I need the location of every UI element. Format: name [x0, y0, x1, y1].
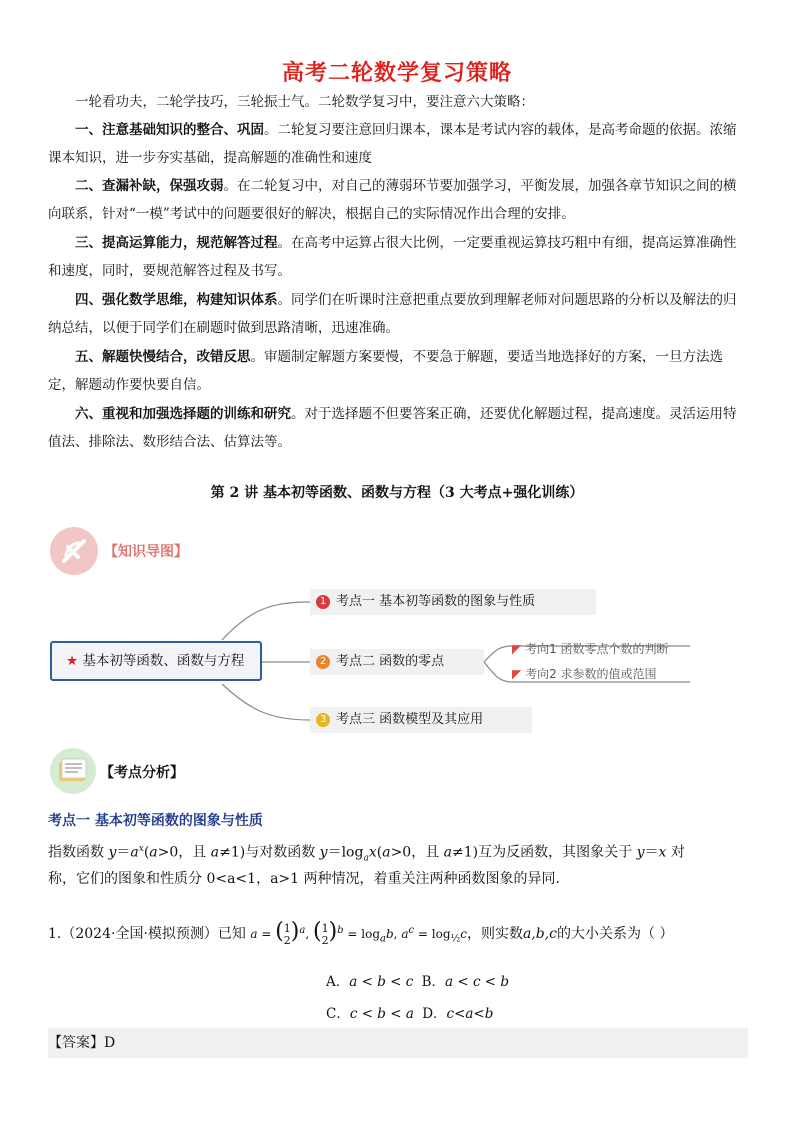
mindmap-label: 【知识导图】	[104, 544, 188, 560]
strategy-2: 二、查漏补缺，保强攻弱。在二轮复习中，对自己的薄弱环节要加强学习，平衡发展，加强各章节知识之间的横向联系，针对“一模”考试中的问题要很好的解决，根据自己的实际情况作出合理的安排。	[48, 178, 737, 222]
strategy-4: 四、强化数学思维，构建知识体系。同学们在听课时注意把重点要放到理解老师对问题思路的分析以及解法的归纳总结，以便于同学们在刷题时做到思路清晰，迅速准确。	[48, 292, 737, 336]
compass-icon	[50, 527, 98, 575]
options-row-2	[326, 1002, 493, 1022]
flag-icon: ◤	[512, 642, 522, 656]
lecture-title: 第 2 讲 基本初等函数、函数与方程（3 大考点+强化训练）	[210, 485, 584, 501]
kp1-line2: 称，它们的图象和性质分 0<a<1，a>1 两种情况，着重关注两种函数图象的异同.	[48, 871, 560, 887]
flag-icon: ◤	[512, 667, 522, 681]
strategy-3: 三、提高运算能力，规范解答过程。在高考中运算占很大比例，一定要重视运算技巧粗中有细，提高运算准确性和速度，同时，要规范解答过程及书写。	[48, 235, 737, 279]
analysis-label: 【考点分析】	[100, 765, 184, 781]
option-d[interactable]: D．c<a<b	[422, 1006, 494, 1022]
page-title: 高考二轮数学复习策略	[281, 61, 512, 86]
question-1: 1.（2024·全国·模拟预测）已知 a = (1 2)$^a$, (1 $2)^b = \log_ab$, $a^c = \log_{\frac{1}{2}}c$，则实数a,b,c的大小关系为（ ）	[48, 919, 674, 947]
question-formula: a = (1 2)$^a$, (1 $2)^b = \log_ab$, $a^c = \log_{\frac{1}{2}}c$	[250, 919, 467, 947]
intro-paragraph: 一轮看功夫，二轮学技巧，三轮振士气。二轮数学复习中，要注意六大策略：	[75, 94, 534, 110]
mindmap-node-1: 1 考点一 基本初等函数的图象与性质	[310, 589, 596, 615]
mindmap-sub-2: ◤ 考向2 求参数的值或范围	[512, 667, 657, 681]
strategy-6: 六、重视和加强选择题的训练和研究。对于选择题不但要答案正确，还要优化解题过程，提高速度。灵活运用特值法、排除法、数形结合法、估算法等。	[48, 406, 737, 450]
mindmap-root: ★ 基本初等函数、函数与方程	[50, 641, 262, 681]
kp1-line1: 指数函数 $y=a^x(a>0$，且 a≠1)与对数函数 $y=\log_ax(a>0$，且 a≠1)互为反函数，其图象关于 y＝x 对	[48, 844, 685, 864]
mindmap-sub-1: ◤ 考向1 函数零点个数的判断	[512, 642, 669, 656]
kp1-title: 考点一 基本初等函数的图象与性质	[48, 813, 263, 829]
option-b[interactable]: B．a < c < b	[421, 974, 510, 990]
option-c[interactable]: C．c < b < a	[326, 1006, 414, 1022]
mindmap-node-3: 3 考点三 函数模型及其应用	[310, 707, 532, 733]
star-icon: ★	[66, 653, 79, 669]
strategy-5: 五、解题快慢结合，改错反思。审题制定解题方案要慢，不要急于解题，要适当地选择好的方案，一旦方法选定，解题动作要快要自信。	[48, 349, 723, 393]
strategy-1: 一、注意基础知识的整合、巩固。二轮复习要注意回归课本，课本是考试内容的载体，是高考命题的依据。浓缩课本知识，进一步夯实基础，提高解题的准确性和速度	[48, 122, 737, 166]
options-row-1	[326, 970, 509, 990]
option-a[interactable]: A．a < b < c	[326, 974, 414, 990]
mindmap-node-2: 2 考点二 函数的零点	[310, 649, 484, 675]
answer-box: 【答案】D	[48, 1028, 748, 1058]
folder-icon	[50, 748, 96, 794]
